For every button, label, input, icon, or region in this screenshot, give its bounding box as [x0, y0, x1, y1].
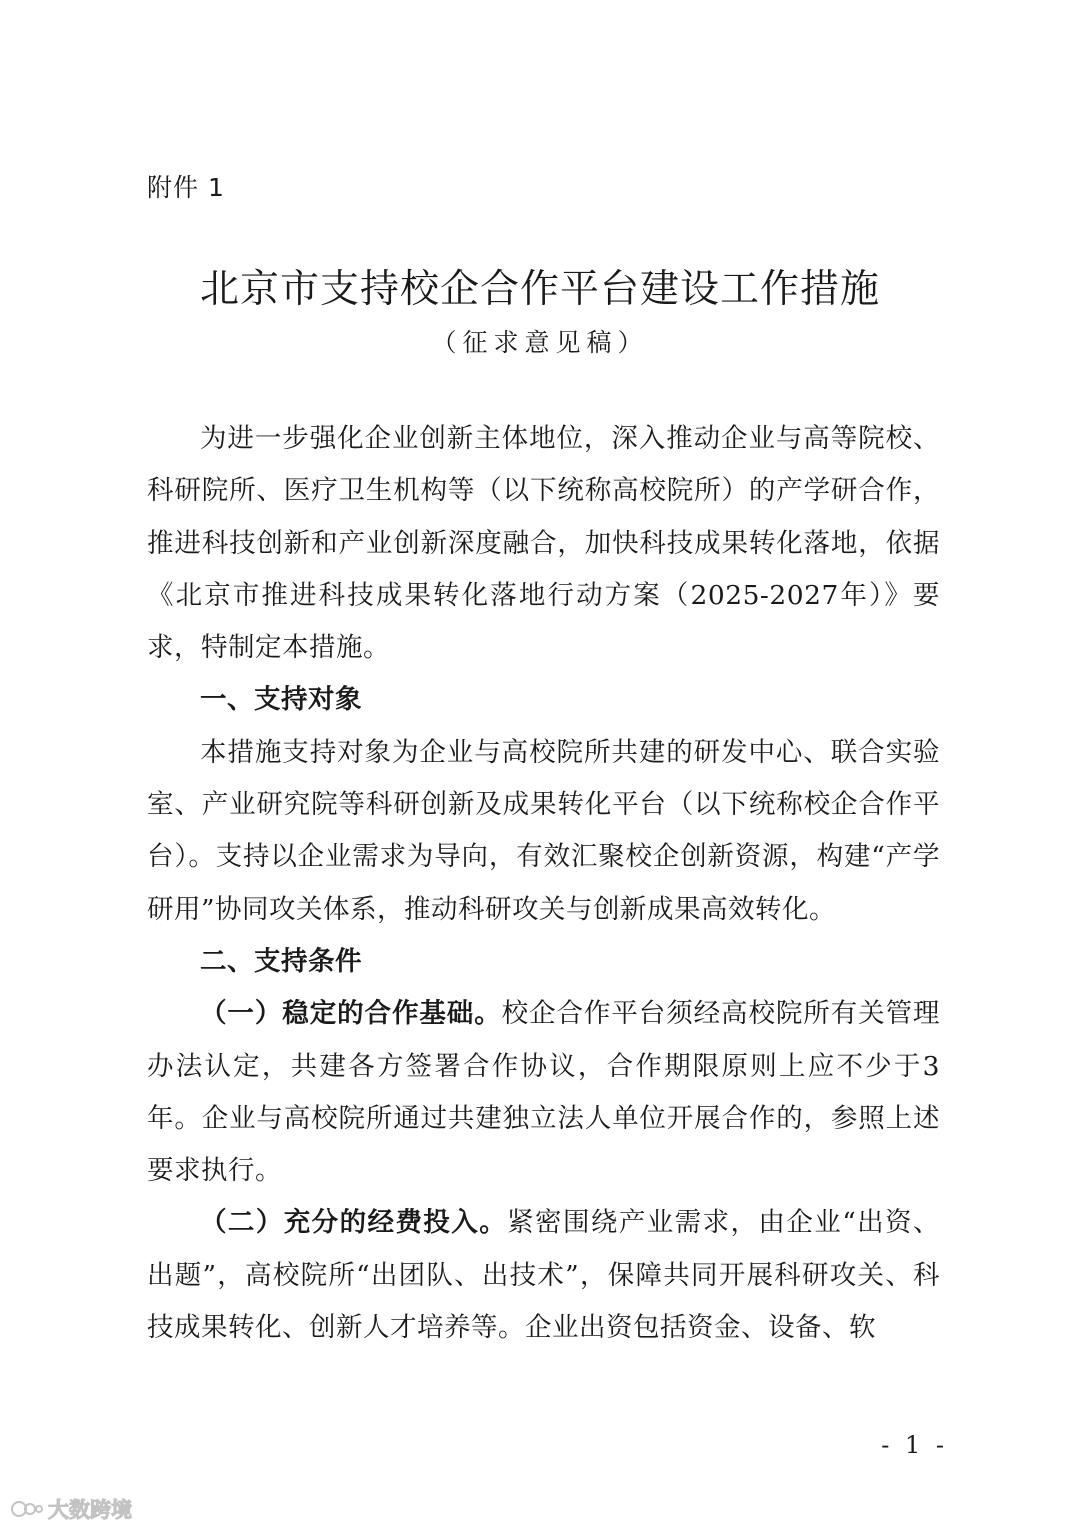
condition-item-2-text: 紧密围绕产业需求，由企业“出资、出题”，高校院所“出团队、出技术”，保障共同开展科研攻关、科技成果转化、创新人才培养等。企业出资包括资金、设备、软: [147, 1207, 940, 1344]
watermark-text: 大数跨境: [48, 1498, 132, 1522]
document-body: [147, 413, 940, 1354]
page-number: - 1 -: [881, 1431, 948, 1459]
condition-item-2: [147, 1197, 940, 1354]
document-title: 北京市支持校企合作平台建设工作措施: [199, 267, 880, 312]
section-heading-2: 二、支持条件: [200, 945, 362, 977]
condition-item-1-lead: （一）稳定的合作基础。: [200, 998, 502, 1030]
section-paragraph-1: 本措施支持对象为企业与高校院所共建的研发中心、联合实验室、产业研究院等科研创新及成果转化平台（以下统称校企合作平台）。支持以企业需求为导向，有效汇聚校企创新资源，构建“产学研用”协同攻关体系，推动科研攻关与创新成果高效转化。: [147, 736, 940, 925]
logo-icon: [10, 1498, 44, 1520]
attachment-label: 附件 1: [147, 173, 225, 202]
intro-paragraph: 为进一步强化企业创新主体地位，深入推动企业与高等院校、科研院所、医疗卫生机构等（以下统称高校院所）的产学研合作，推进科技创新和产业创新深度融合，加快科技成果转化落地，依据《北京市推进科技成果转化落地行动方案（2025-2027年）》要求，特制定本措施。: [147, 423, 940, 664]
condition-item-2-lead: （二）充分的经费投入。: [200, 1207, 508, 1239]
watermark: [10, 1494, 132, 1524]
condition-item-1: [147, 988, 940, 1197]
document-subtitle: （征求意见稿）: [431, 328, 649, 357]
condition-item-1-text: 校企合作平台须经高校院所有关管理办法认定，共建各方签署合作协议，合作期限原则上应不少于3年。企业与高校院所通过共建独立法人单位开展合作的，参照上述要求执行。: [147, 998, 941, 1187]
section-heading-1: 一、支持对象: [200, 684, 362, 716]
